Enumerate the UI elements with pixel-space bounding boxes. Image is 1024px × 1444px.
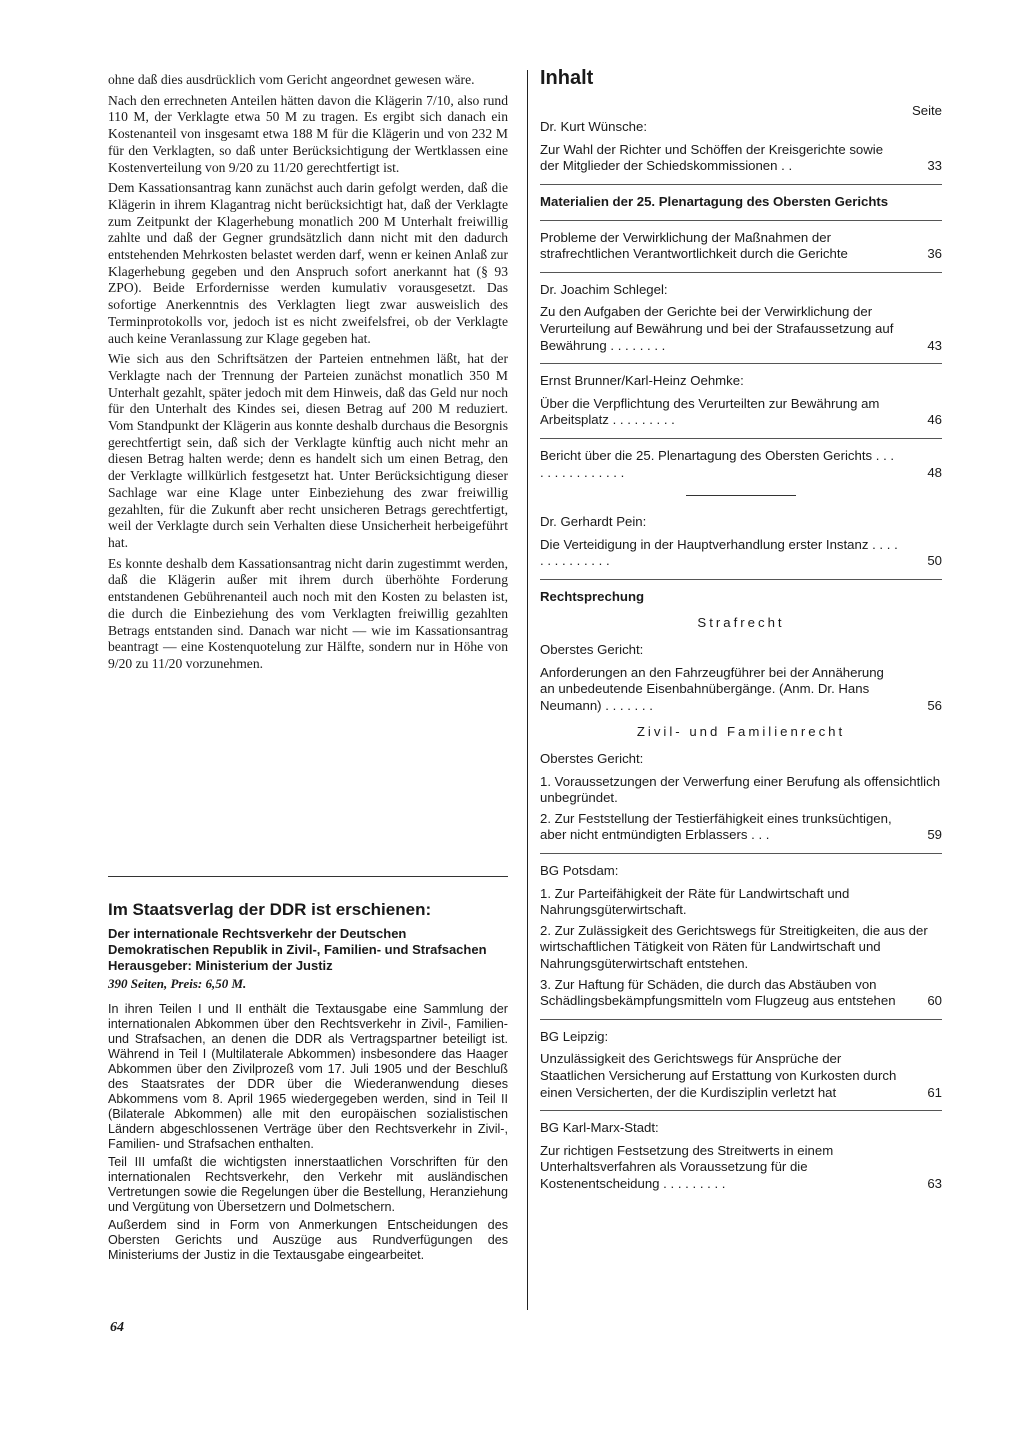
- toc-entry-text: 3. Zur Haftung für Schäden, die durch das Abstäuben von Schädlingsbekämpfungsmitteln vom Flugzeug aus entstehen: [540, 976, 896, 1009]
- divider: [540, 272, 942, 273]
- toc-section-heading: Materialien der 25. Plenartagung des Obersten Gerichts: [540, 193, 889, 209]
- toc-entry-page: 59: [927, 827, 942, 843]
- toc-entry-page: 33: [927, 158, 942, 174]
- toc-author: Ernst Brunner/Karl-Heinz Oehmke:: [540, 373, 744, 389]
- paragraph: ohne daß dies ausdrücklich vom Gericht angeordnet gewesen wäre.: [108, 72, 475, 87]
- left-column: [108, 72, 508, 677]
- toc-entry-text: Bericht über die 25. Plenartagung des Obersten Gerichts . . . . . . . . . . . . . . .: [540, 447, 895, 480]
- notice-subtitle: Der internationale Rechtsverkehr der Deutschen Demokratischen Republik in Zivil-, Familien- und Strafsachen Herausgeber: Ministerium der Justiz: [108, 926, 487, 973]
- toc-entry-text: Unzulässigkeit des Gerichtswegs für Ansprüche der Staatlichen Versicherung auf Erstattung von Kurkosten durch einen Versicherten, der die Kurdisziplin verletzt hat: [540, 1051, 897, 1100]
- toc-court: Oberstes Gericht:: [540, 751, 644, 767]
- toc-court: Oberstes Gericht:: [540, 642, 644, 658]
- toc-subsection-heading: Strafrecht: [697, 615, 785, 631]
- divider: [540, 1110, 942, 1111]
- toc-entry: [540, 448, 942, 481]
- divider: [540, 1019, 942, 1020]
- toc-page-label: Seite: [911, 102, 942, 118]
- table-of-contents: [540, 67, 942, 1197]
- toc-entry: [540, 304, 942, 354]
- toc-author: Dr. Joachim Schlegel:: [540, 281, 668, 297]
- column-divider: [527, 70, 528, 1310]
- page-number: 64: [110, 1320, 124, 1335]
- paragraph: Dem Kassationsantrag kann zunächst auch darin gefolgt werden, daß die Klägerin in ihrem Klagantrag nicht berücksichtigt hat, daß der Verklagte zum Zeitpunkt der Klagerhebung monatlich 200 M Unterhalt freiwillig zahlte und daß der Gegner grundsätzlich dann nicht mit den dadurch entstehenden Mehrkosten belastet werden darf, wenn er keinen Anlaß zur Klagerhebung gegeben und den Anspruch sofort anerkannt hat (§ 93 ZPO). Beide Erfordernisse werden kumulativ vorausgesetzt. Das sofortige Anerkenntnis des Verklagten liegt zwar ausweislich des Terminprotokolls vor, jedoch ist es nicht zweifelsfrei, ob der Verklagte auch keine Veranlassung zur Klage gegeben hat.: [108, 180, 508, 346]
- toc-entry-text: Über die Verpflichtung des Verurteilten zur Bewährung am Arbeitsplatz . . . . . . . . .: [540, 395, 880, 428]
- toc-entry-page: 48: [927, 464, 942, 480]
- paragraph: Nach den errechneten Anteilen hätten davon die Klägerin 7/10, also rund 110 M, der Verklagte etwa 50 M zu tragen. Es ergibt sich danach ein Kostenanteil von insgesamt etwa 188 M für die Klägerin und von 232 M für den Verklagten, so daß unter Berücksichtigung der Wertklassen eine Kostenverteilung von 9/20 zu 11/20 gerechtfertigt ist.: [108, 92, 508, 175]
- paragraph: Wie sich aus den Schriftsätzen der Parteien entnehmen läßt, hat der Verklagte nach der Trennung der Parteien zunächst monatlich 350 M Unterhalt gezahlt, später jedoch mit dem Hinweis, daß das Geld nur noch für den Unterhalt des Kindes sei, diesen Betrag auf 200 M reduziert. Vom Standpunkt der Klägerin aus konnte deshalb durchaus die Besorgnis gerechtfertigt sein, daß sich der Verklagte künftig auch nicht mehr an diesen Betrag halten werde; denn es handelt sich um einen Betrag, den der Verklagte willkürlich festgesetzt hat. Unter Berücksichtigung dieser Sachlage war eine Klage unter Einbeziehung des zwar freiwillig gezahlten, für die Zukunft aber recht unsicheren Betrags gerechtfertigt, weil der Verklagte durch sein Verhalten diese Unsicherheit herbeigeführt hat.: [108, 351, 508, 550]
- notice-meta: 390 Seiten, Preis: 6,50 M.: [108, 976, 247, 991]
- toc-item: 1. Zur Parteifähigkeit der Räte für Landwirtschaft und Nahrungsgüterwirtschaft.: [540, 885, 850, 918]
- toc-entry-text: Zur Wahl der Richter und Schöffen der Kreisgerichte sowie der Mitglieder der Schiedskommissionen . .: [540, 141, 884, 174]
- divider: [540, 220, 942, 221]
- notice-heading: Im Staatsverlag der DDR ist erschienen:: [108, 900, 432, 919]
- toc-item: 2. Zur Zulässigkeit des Gerichtswegs für Streitigkeiten, die aus der wirtschaftlichen Tätigkeit von Räten für Landwirtschaft und Nahrungsgüterwirtschaft entstehen.: [540, 922, 928, 971]
- toc-entry: [540, 665, 942, 715]
- toc-author: Dr. Gerhardt Pein:: [540, 514, 647, 530]
- toc-item: 1. Voraussetzungen der Verwerfung einer Berufung als offensichtlich unbegründet.: [540, 773, 941, 806]
- toc-title: Inhalt: [540, 67, 594, 89]
- toc-entry: [540, 537, 942, 570]
- toc-entry-page: 46: [927, 412, 942, 428]
- toc-entry: [540, 811, 942, 844]
- toc-entry-page: 61: [927, 1084, 942, 1100]
- notice-paragraph: In ihren Teilen I und II enthält die Textausgabe eine Sammlung der internationalen Abkommen über den Rechtsverkehr in Zivil-, Familien- und Strafsachen, an denen die DDR als Vertragspartner beteiligt ist. Während in Teil I (Multilaterale Abkommen) insbesondere das Haager Abkommen über den Zivilprozeß vom 17. Juli 1905 und der Beschluß des Staatsrates der DDR über die Wiederanwendung dieses Abkommens vom 8. April 1965 wiedergegeben werden, sind in Teil II (Bilaterale Abkommen) alle mit den europäischen sozialistischen Ländern abgeschlossenen Verträge über den Rechtsverkehr in Zivil-, Familien- und Strafsachen enthalten.: [108, 1002, 508, 1151]
- toc-entry: [540, 142, 942, 175]
- divider: [686, 495, 796, 496]
- toc-entry: [540, 977, 942, 1010]
- toc-entry-text: Zur richtigen Festsetzung des Streitwerts in einem Unterhaltsverfahren als Voraussetzung für die Kostenentscheidung . . . . . . . . .: [540, 1142, 834, 1191]
- toc-entry-text: Probleme der Verwirklichung der Maßnahmen der strafrechtlichen Verantwortlichkeit durch die Gerichte: [540, 229, 848, 262]
- toc-entry-page: 43: [927, 337, 942, 353]
- toc-entry-text: Zu den Aufgaben der Gerichte bei der Verwirklichung der Verurteilung auf Bewährung und bei der Strafaussetzung auf Bewährung . . . . . . . .: [540, 304, 894, 353]
- toc-court: BG Karl-Marx-Stadt:: [540, 1120, 659, 1136]
- toc-entry-page: 50: [927, 553, 942, 569]
- toc-author: Dr. Kurt Wünsche:: [540, 119, 647, 135]
- publisher-notice: [108, 900, 508, 1266]
- toc-section-heading: Rechtsprechung: [540, 588, 645, 604]
- notice-paragraph: Teil III umfaßt die wichtigsten innerstaatlichen Vorschriften für den internationalen Rechtsverkehr, den Verkehr mit ausländischen Vertretungen sowie die Regelungen über die Bestellung, Heranziehung und Vergütung von Übersetzern und Dolmetschern.: [108, 1155, 508, 1214]
- toc-entry-page: 60: [927, 993, 942, 1009]
- divider: [540, 363, 942, 364]
- toc-entry-page: 56: [927, 697, 942, 713]
- divider: [540, 579, 942, 580]
- toc-entry: [540, 230, 942, 263]
- toc-entry-page: 36: [927, 246, 942, 262]
- toc-court: BG Leipzig:: [540, 1028, 609, 1044]
- toc-entry: [540, 1143, 942, 1193]
- divider: [540, 853, 942, 854]
- toc-entry-page: 63: [927, 1175, 942, 1191]
- divider: [108, 876, 508, 877]
- toc-subsection-heading: Zivil- und Familienrecht: [636, 724, 846, 740]
- notice-paragraph: Außerdem sind in Form von Anmerkungen Entscheidungen des Obersten Gerichts und Auszüge aus Rundverfügungen des Ministeriums der Justiz in die Textausgabe eingearbeitet.: [108, 1218, 508, 1262]
- toc-entry: [540, 396, 942, 429]
- divider: [540, 438, 942, 439]
- toc-entry-text: Anforderungen an den Fahrzeugführer bei der Annäherung an unbedeutende Eisenbahnübergänge. (Anm. Dr. Hans Neumann) . . . . . . .: [540, 664, 884, 713]
- toc-entry-text: 2. Zur Feststellung der Testierfähigkeit eines trunksüchtigen, aber nicht entmündigten Erblassers . . .: [540, 810, 892, 843]
- paragraph: Es konnte deshalb dem Kassationsantrag nicht darin zugestimmt werden, daß die Klägerin außer mit ihrem durch überhöhte Forderung entstandenen Gebührenanteil auch noch mit den Kosten zu belasten ist, die durch die Einbeziehung des vom Verklagten freiwillig gezahlten Betrags entstanden sind. Danach war nicht — wie im Kassationsantrag beantragt — eine Kostenquotelung zur Hälfte, sondern nur in Höhe von 9/20 zu 11/20 vorzunehmen.: [108, 555, 508, 671]
- toc-entry-text: Die Verteidigung in der Hauptverhandlung erster Instanz . . . . . . . . . . . . . .: [540, 536, 898, 569]
- divider: [540, 184, 942, 185]
- toc-court: BG Potsdam:: [540, 863, 619, 878]
- toc-entry: [540, 1051, 942, 1101]
